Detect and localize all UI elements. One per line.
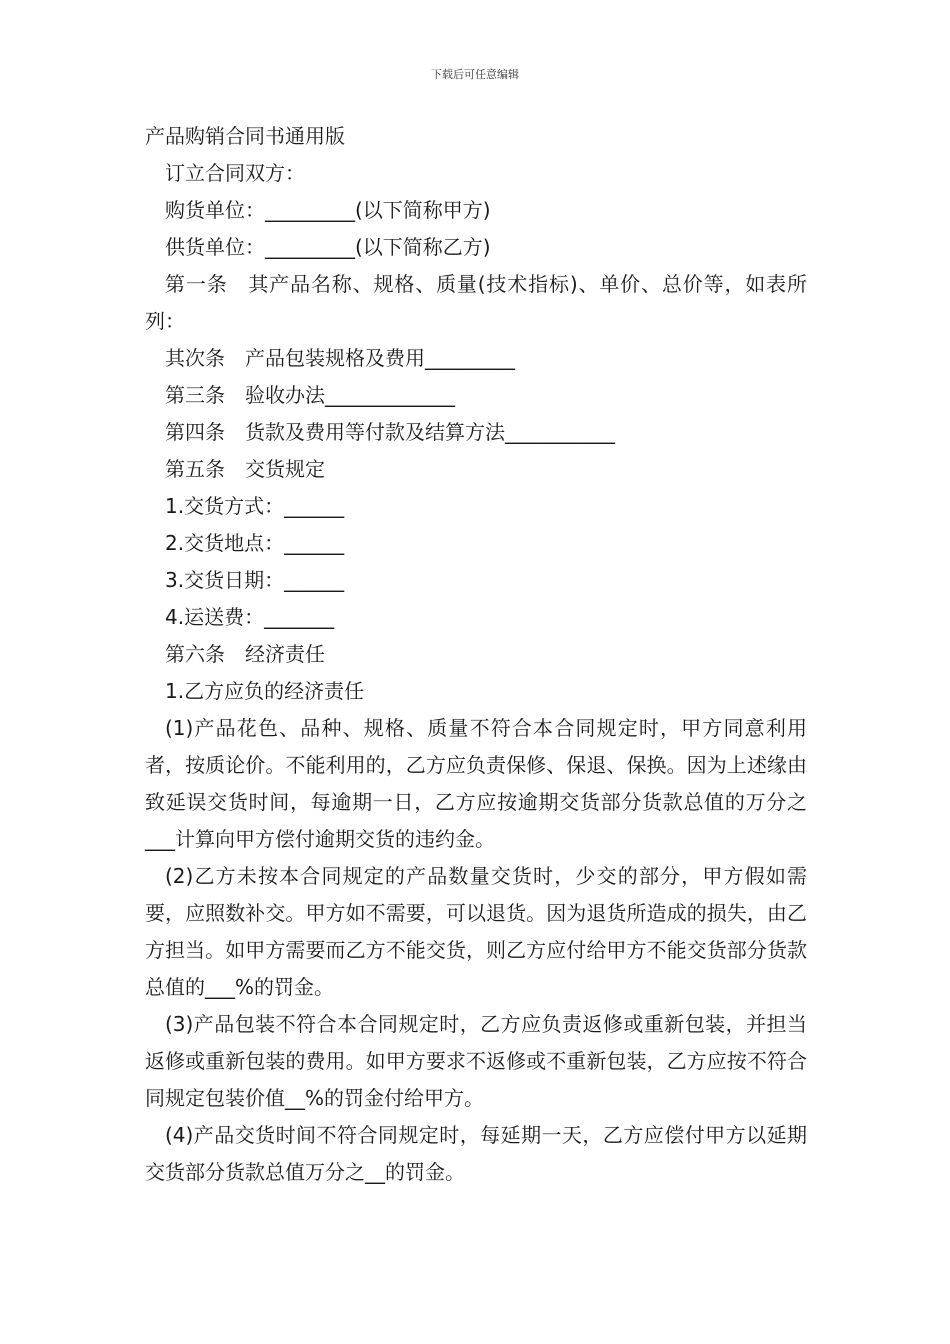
paragraph-supplier: 供货单位：_________(以下简称乙方) (165, 235, 491, 259)
document-body (145, 118, 807, 1191)
paragraph-clause-2: (2)乙方未按本合同规定的产品数量交货时，少交的部分，甲方假如需要，应照数补交。甲方如不需要，可以退货。因为退货所造成的损失，由乙方担当。如甲方需要而乙方不能交货，则乙方应付给甲方不能交货部分货款总值的___%的罚金。 (145, 864, 807, 999)
paragraph-buyer: 购货单位：_________(以下简称甲方) (165, 198, 491, 222)
paragraph-delivery-place: 2.交货地点：______ (165, 531, 345, 555)
paragraph-article-1: 第一条 其产品名称、规格、质量(技术指标)、单价、总价等，如表所列： (145, 272, 807, 333)
paragraph-clause-3: (3)产品包装不符合本合同规定时，乙方应负责返修或重新包装，并担当返修或重新包装的费用。如甲方要求不返修或不重新包装，乙方应按不符合同规定包装价值__%的罚金付给甲方。 (145, 1012, 807, 1110)
page-header-note: 下载后可任意编辑 (431, 68, 519, 81)
paragraph-clause-1: (1)产品花色、品种、规格、质量不符合本合同规定时，甲方同意利用者，按质论价。不能利用的，乙方应负责保修、保退、保换。因为上述缘由致延误交货时间，每逾期一日，乙方应按逾期交货部分货款总值的万分之___计算向甲方偿付逾期交货的违约金。 (145, 716, 807, 851)
paragraph-delivery-date: 3.交货日期：______ (165, 568, 345, 592)
paragraph-shipping-fee: 4.运送费：_______ (165, 605, 335, 629)
paragraph-article-4: 第四条 货款及费用等付款及结算方法___________ (165, 420, 615, 444)
paragraph-article-3: 第三条 验收办法_____________ (165, 383, 455, 407)
paragraph-clause-4: (4)产品交货时间不符合同规定时，每延期一天，乙方应偿付甲方以延期交货部分货款总值万分之__的罚金。 (145, 1123, 807, 1184)
paragraph-article-6: 第六条 经济责任 (165, 642, 325, 666)
document-title: 产品购销合同书通用版 (145, 124, 345, 148)
paragraph-delivery-method: 1.交货方式：______ (165, 494, 345, 518)
paragraph-article-2: 其次条 产品包装规格及费用_________ (165, 346, 515, 370)
paragraph-parties: 订立合同双方： (165, 161, 305, 185)
paragraph-article-5: 第五条 交货规定 (165, 457, 325, 481)
paragraph-supplier-liability: 1.乙方应负的经济责任 (165, 679, 365, 703)
